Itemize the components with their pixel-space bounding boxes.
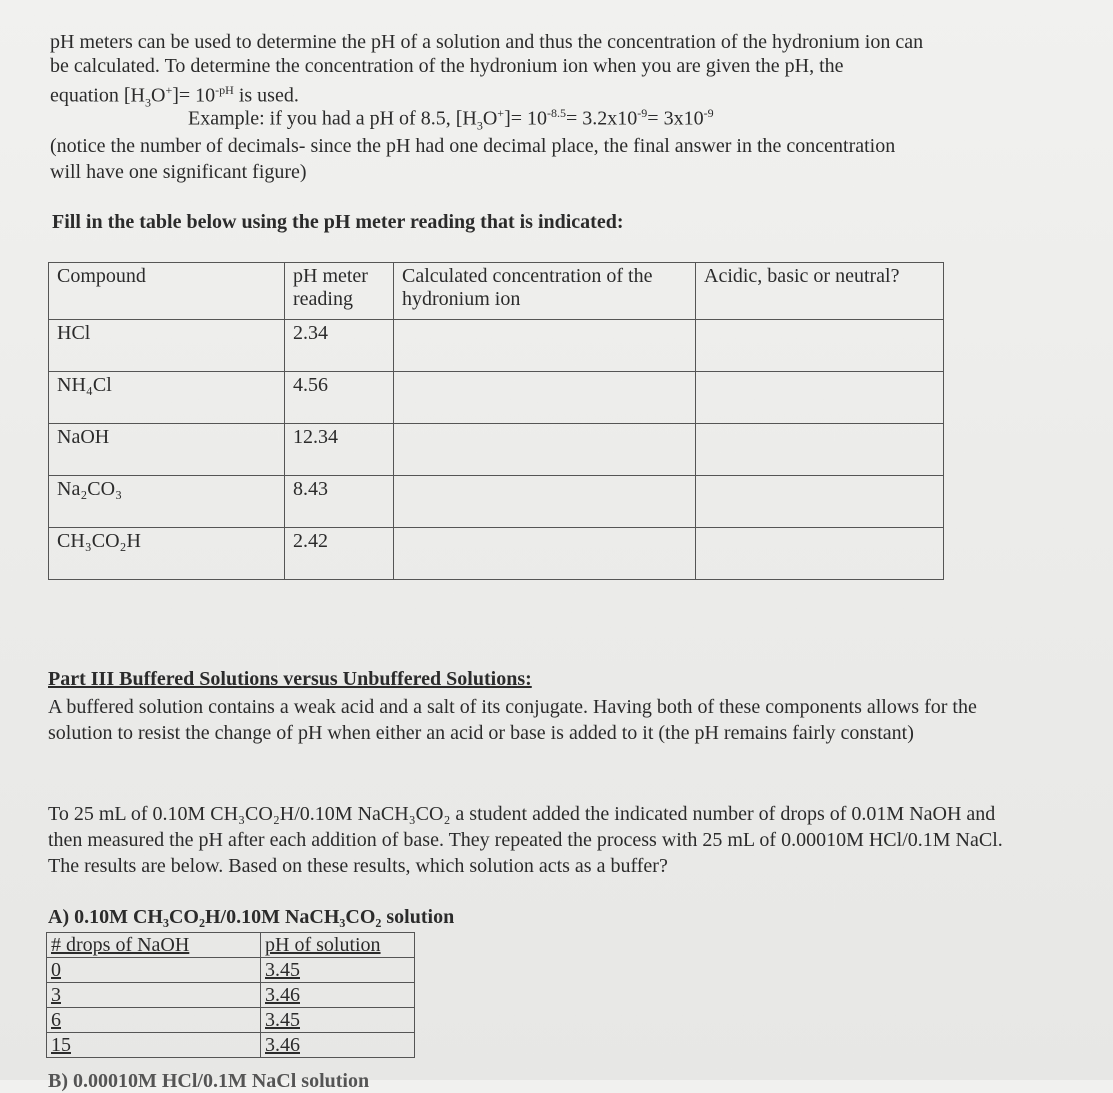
intro-line-1: pH meters can be used to determine the pH of a solution and thus the concentration of the hydronium ion can	[50, 31, 924, 53]
ph-value-cell: 3.46	[261, 1033, 415, 1058]
solution-a-table	[46, 932, 415, 1058]
notice-line-1: (notice the number of decimals- since the pH had one decimal place, the final answer in the concentration	[50, 135, 896, 157]
table-row	[47, 1008, 415, 1033]
compound-cell: Na₂CO₃	[49, 476, 285, 528]
intro-line-2: be calculated. To determine the concentration of the hydronium ion when you are given the pH, the	[50, 55, 844, 77]
part3-title: Part III Buffered Solutions versus Unbuffered Solutions:	[48, 668, 532, 690]
ph-cell: 2.34	[285, 320, 394, 372]
header-drops: # drops of NaOH	[47, 933, 261, 958]
drops-cell: 15	[47, 1033, 261, 1058]
classification-cell[interactable]	[696, 320, 944, 372]
eq-sup: -pH	[215, 83, 234, 97]
notice-paragraph	[50, 133, 1040, 185]
classification-cell[interactable]	[696, 528, 944, 580]
compound-cell: HCl	[49, 320, 285, 372]
ph-table	[48, 262, 944, 580]
example-eq: ]= 10	[504, 107, 548, 130]
eq-mid: ]= 10	[172, 84, 216, 107]
concentration-cell[interactable]	[394, 528, 696, 580]
ph-value-cell: 3.46	[261, 983, 415, 1008]
eq-suffix: is used.	[233, 84, 299, 107]
ph-cell: 12.34	[285, 424, 394, 476]
intro-paragraph	[50, 30, 1040, 115]
classification-cell[interactable]	[696, 424, 944, 476]
concentration-cell[interactable]	[394, 424, 696, 476]
experiment-description: To 25 mL of 0.10M CH₃CO₂H/0.10M NaCH₃CO₂ a student added the indicated number of drops of 0.01M NaOH and then measured the pH after each addition of base. They repeated the process with 25 mL of 0.00010M HCl/0.1M NaCl. The results are below. Based on these results, which solution acts as a buffer?	[48, 803, 1003, 877]
ph-table-header	[49, 263, 944, 320]
concentration-cell[interactable]	[394, 320, 696, 372]
header-acidic-basic: Acidic, basic or neutral?	[696, 263, 944, 320]
ph-value-cell: 3.45	[261, 958, 415, 983]
example-prefix: Example: if you had a pH of 8.5, [H	[188, 107, 477, 130]
header-concentration: Calculated concentration of the hydronium ion	[394, 263, 696, 320]
classification-cell[interactable]	[696, 476, 944, 528]
concentration-cell[interactable]	[394, 476, 696, 528]
table-row	[49, 320, 944, 372]
example-line	[188, 106, 988, 134]
table-row	[49, 476, 944, 528]
part3-description: A buffered solution contains a weak acid and a salt of its conjugate. Having both of these components allows for the solution to resist the change of pH when either an acid or base is added to it (the pH remains fairly constant)	[48, 696, 977, 744]
header-ph-solution: pH of solution	[261, 933, 415, 958]
ph-cell: 8.43	[285, 476, 394, 528]
eq-sub: 3	[144, 95, 151, 110]
header-compound: Compound	[49, 263, 285, 320]
concentration-cell[interactable]	[394, 372, 696, 424]
eq-o: O	[150, 84, 166, 107]
example-o: O	[482, 107, 498, 130]
compound-cell: CH₃CO₂H	[49, 528, 285, 580]
example-mid2: = 3x10	[647, 107, 704, 130]
table-row	[47, 1033, 415, 1058]
table-row	[47, 983, 415, 1008]
ph-cell: 2.42	[285, 528, 394, 580]
header-ph-reading: pH meter reading	[285, 263, 394, 320]
notice-line-2: will have one significant figure)	[50, 161, 307, 183]
fill-instruction: Fill in the table below using the pH meter reading that is indicated:	[52, 211, 624, 233]
table-row	[49, 528, 944, 580]
solution-b-title-cutoff: B) 0.00010M HCl/0.1M NaCl solution	[48, 1070, 370, 1092]
drops-cell: 3	[47, 983, 261, 1008]
ph-value-cell: 3.45	[261, 1008, 415, 1033]
eq-prefix: equation [H	[50, 84, 145, 107]
solution-a-title: A) 0.10M CH₃CO₂H/0.10M NaCH₃CO₂ solution	[48, 906, 455, 928]
compound-cell: NH₄Cl	[49, 372, 285, 424]
compound-cell: NaOH	[49, 424, 285, 476]
classification-cell[interactable]	[696, 372, 944, 424]
solution-a-header	[47, 933, 415, 958]
ph-cell: 4.56	[285, 372, 394, 424]
example-sub: 3	[476, 118, 483, 133]
example-sup1: -8.5	[547, 106, 567, 120]
table-row	[49, 424, 944, 476]
example-mid: = 3.2x10	[566, 107, 638, 130]
eq-plus: +	[165, 83, 173, 97]
table-row	[49, 372, 944, 424]
example-sup3: -9	[703, 106, 714, 120]
drops-cell: 0	[47, 958, 261, 983]
example-sup2: -9	[637, 106, 648, 120]
table-row	[47, 958, 415, 983]
example-plus: +	[497, 106, 505, 120]
drops-cell: 6	[47, 1008, 261, 1033]
